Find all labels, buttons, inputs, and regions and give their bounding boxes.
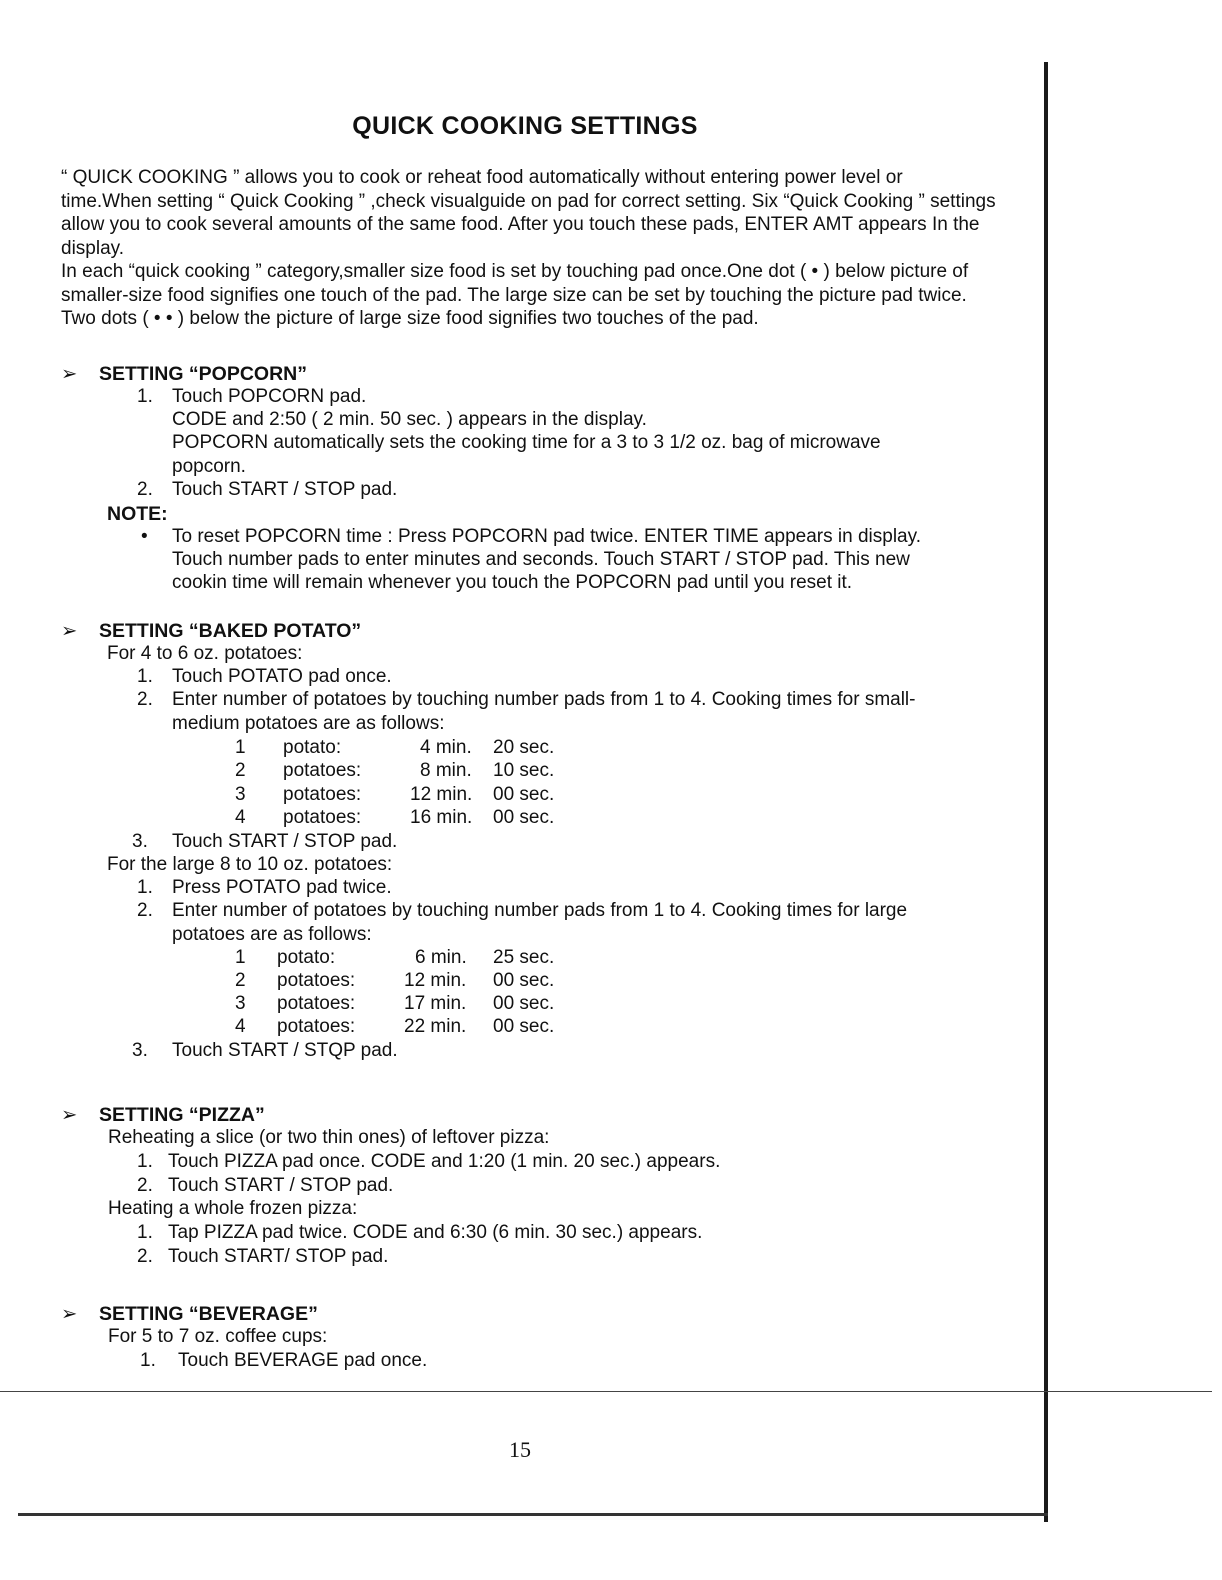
popcorn-heading <box>61 362 307 386</box>
popcorn-step-1-line-2: CODE and 2:50 ( 2 min. 50 sec. ) appears in the display. <box>172 409 647 430</box>
potato-small-intro: For 4 to 6 oz. potatoes: <box>107 643 303 664</box>
right-margin-bar <box>1044 62 1048 1522</box>
row-label: potatoes: <box>277 1016 356 1037</box>
row-seconds: 00 sec. <box>493 970 555 991</box>
row-minutes: 8 min. <box>420 760 472 781</box>
popcorn-step-1-number: 1. <box>137 386 153 407</box>
pizza-whole-intro: Heating a whole frozen pizza: <box>108 1198 358 1219</box>
potato-small-step-2-number: 2. <box>137 689 153 710</box>
row-minutes: 16 min. <box>410 807 473 828</box>
potato-large-step-2: Enter number of potatoes by touching number pads from 1 to 4. Cooking times for large <box>172 900 908 921</box>
beverage-step-1-number: 1. <box>140 1350 156 1371</box>
row-seconds: 25 sec. <box>493 947 555 968</box>
popcorn-step-2: Touch START / STOP pad. <box>172 479 398 500</box>
row-count: 4 <box>235 807 246 828</box>
row-label: potatoes: <box>277 970 356 991</box>
popcorn-step-1-line-3: POPCORN automatically sets the cooking time for a 3 to 3 1/2 oz. bag of microwave <box>172 432 881 453</box>
popcorn-step-2-number: 2. <box>137 479 153 500</box>
note-line-2: Touch number pads to enter minutes and seconds. Touch START / STOP pad. This new <box>172 549 910 570</box>
arrow-icon: ➢ <box>61 1303 78 1325</box>
row-count: 1 <box>235 737 246 758</box>
beverage-step-1: Touch BEVERAGE pad once. <box>178 1350 428 1371</box>
pizza-heading <box>61 1103 265 1127</box>
potato-small-step-2-line-2: medium potatoes are as follows: <box>172 713 445 734</box>
potato-small-step-2: Enter number of potatoes by touching number pads from 1 to 4. Cooking times for small- <box>172 689 916 710</box>
row-label: potatoes: <box>283 784 362 805</box>
row-minutes: 17 min. <box>404 993 467 1014</box>
bottom-scan-line <box>18 1513 1048 1516</box>
potato-small-step-3: Touch START / STOP pad. <box>172 831 398 852</box>
potato-large-step-1: Press POTATO pad twice. <box>172 877 392 898</box>
potato-heading-text: SETTING “BAKED POTATO” <box>99 620 362 642</box>
row-count: 4 <box>235 1016 246 1037</box>
potato-large-step-2-number: 2. <box>137 900 153 921</box>
beverage-intro: For 5 to 7 oz. coffee cups: <box>108 1326 328 1347</box>
row-minutes: 4 min. <box>420 737 472 758</box>
potato-small-step-1: Touch POTATO pad once. <box>172 666 392 687</box>
pizza-slice-intro: Reheating a slice (or two thin ones) of leftover pizza: <box>108 1127 550 1148</box>
pizza-slice-step-1: Touch PIZZA pad once. CODE and 1:20 (1 min. 20 sec.) appears. <box>168 1151 721 1172</box>
row-seconds: 10 sec. <box>493 760 555 781</box>
row-count: 3 <box>235 993 246 1014</box>
pizza-slice-step-1-number: 1. <box>137 1151 153 1172</box>
pizza-whole-step-2-number: 2. <box>137 1246 153 1267</box>
page-title: QUICK COOKING SETTINGS <box>352 112 698 140</box>
pizza-whole-step-2: Touch START/ STOP pad. <box>168 1246 389 1267</box>
row-minutes: 12 min. <box>404 970 467 991</box>
row-label: potatoes: <box>283 807 362 828</box>
pizza-heading-text: SETTING “PIZZA” <box>99 1104 265 1126</box>
beverage-heading-text: SETTING “BEVERAGE” <box>99 1303 318 1325</box>
note-label: NOTE: <box>107 503 168 525</box>
intro-paragraph-2: In each “quick cooking ” category,smaller size food is set by touching pad once.One dot ( • ) below picture of smaller-size food signifies one touch of the pad. The large size can be set by touching the picture pad twice. Two dots ( • • ) below the picture of large size food signifies two touches of the pad. <box>61 261 969 329</box>
pizza-whole-step-1: Tap PIZZA pad twice. CODE and 6:30 (6 min. 30 sec.) appears. <box>168 1222 703 1243</box>
bullet-icon: • <box>141 526 148 547</box>
pizza-slice-step-2-number: 2. <box>137 1175 153 1196</box>
arrow-icon: ➢ <box>61 363 78 385</box>
row-count: 1 <box>235 947 246 968</box>
potato-large-intro: For the large 8 to 10 oz. potatoes: <box>107 854 393 875</box>
beverage-heading <box>61 1302 318 1326</box>
row-seconds: 00 sec. <box>493 807 555 828</box>
note-line-3: cookin time will remain whenever you touch the POPCORN pad until you reset it. <box>172 572 853 593</box>
popcorn-step-1-line-4: popcorn. <box>172 456 246 477</box>
popcorn-step-1: Touch POPCORN pad. <box>172 386 367 407</box>
intro-paragraph-1: “ QUICK COOKING ” allows you to cook or reheat food automatically without entering power level or time.When setting “ Quick Cooking ” ,check visualguide on pad for correct setting. Six “Quick Cooking ” settings allow you to cook several amounts of the same food. After you touch these pads, ENTER AMT appears In the display. <box>61 167 996 259</box>
row-label: potatoes: <box>283 760 362 781</box>
intro-text <box>61 166 996 331</box>
potato-large-step-2-line-2: potatoes are as follows: <box>172 924 372 945</box>
pizza-whole-step-1-number: 1. <box>137 1222 153 1243</box>
pizza-slice-step-2: Touch START / STOP pad. <box>168 1175 394 1196</box>
row-count: 3 <box>235 784 246 805</box>
row-seconds: 20 sec. <box>493 737 555 758</box>
row-minutes: 12 min. <box>410 784 473 805</box>
row-count: 2 <box>235 970 246 991</box>
row-minutes: 6 min. <box>415 947 467 968</box>
row-label: potatoes: <box>277 993 356 1014</box>
arrow-icon: ➢ <box>61 1104 78 1126</box>
row-count: 2 <box>235 760 246 781</box>
potato-large-step-3-number: 3. <box>132 1040 148 1061</box>
potato-large-step-3: Touch START / STQP pad. <box>172 1040 398 1061</box>
page-number: 15 <box>509 1437 531 1462</box>
potato-large-step-1-number: 1. <box>137 877 153 898</box>
row-label: potato: <box>277 947 336 968</box>
note-line-1: To reset POPCORN time : Press POPCORN pad twice. ENTER TIME appears in display. <box>172 526 921 547</box>
row-seconds: 00 sec. <box>493 1016 555 1037</box>
potato-small-step-3-number: 3. <box>132 831 148 852</box>
row-seconds: 00 sec. <box>493 784 555 805</box>
potato-heading <box>61 619 361 643</box>
row-minutes: 22 min. <box>404 1016 467 1037</box>
arrow-icon: ➢ <box>61 620 78 642</box>
popcorn-heading-text: SETTING “POPCORN” <box>99 363 308 385</box>
row-seconds: 00 sec. <box>493 993 555 1014</box>
potato-small-step-1-number: 1. <box>137 666 153 687</box>
footer-divider <box>0 1391 1212 1392</box>
row-label: potato: <box>283 737 342 758</box>
